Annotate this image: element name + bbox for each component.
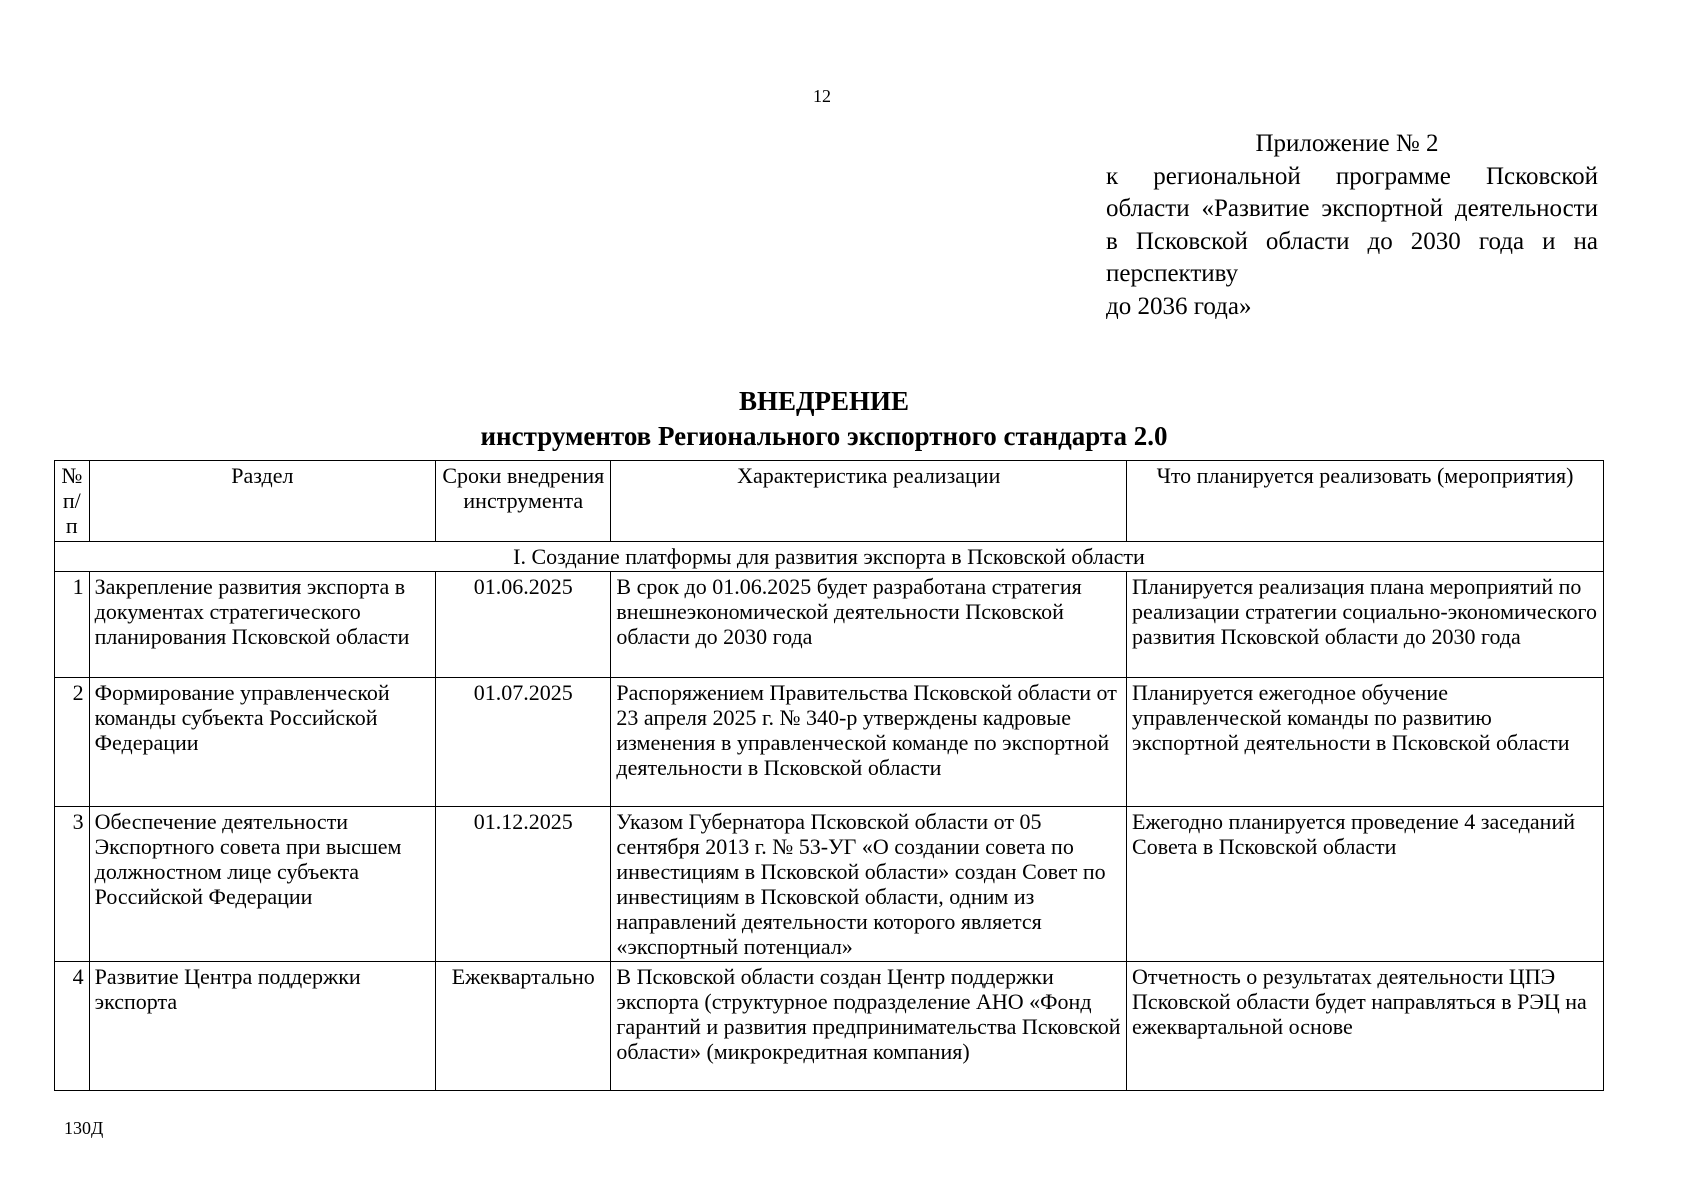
document-title xyxy=(54,384,1594,454)
row-term: 01.06.2025 xyxy=(436,572,611,678)
row-plan: Планируется ежегодное обучение управленческой команды по развитию экспортной деятельности в Псковской области xyxy=(1127,678,1604,807)
row-description: В Псковской области создан Центр поддержки экспорта (структурное подразделение АНО «Фонд гарантий и развития предпринимательства Псковской области» (микрокредитная компания) xyxy=(611,962,1127,1091)
section-heading: I. Создание платформы для развития экспорта в Псковской области xyxy=(55,542,1604,572)
page-number: 12 xyxy=(813,86,831,106)
header-num: № п/п xyxy=(55,461,90,542)
section-heading-row xyxy=(55,542,1604,572)
row-plan: Отчетность о результатах деятельности ЦПЭ Псковской области будет направляться в РЭЦ на ежеквартальной основе xyxy=(1127,962,1604,1091)
row-num: 3 xyxy=(55,807,90,962)
table-row xyxy=(55,807,1604,962)
appendix-block xyxy=(1106,128,1598,323)
table-header-row xyxy=(55,461,1604,542)
table-row xyxy=(55,962,1604,1091)
table-row xyxy=(55,678,1604,807)
row-description: Указом Губернатора Псковской области от 05 сентября 2013 г. № 53-УГ «О создании совета по инвестициям в Псковской области» создан Совет по инвестициям в Псковской области, одним из направлений деятельности которого является «экспортный потенциал» xyxy=(611,807,1127,962)
appendix-last-line: до 2036 года» xyxy=(1106,292,1252,320)
row-num: 1 xyxy=(55,572,90,678)
row-section: Формирование управленческой команды субъекта Российской Федерации xyxy=(89,678,435,807)
document-title-line-2: инструментов Регионального экспортного стандарта 2.0 xyxy=(480,421,1168,451)
row-plan: Ежегодно планируется проведение 4 заседаний Совета в Псковской области xyxy=(1127,807,1604,962)
row-section: Закрепление развития экспорта в документах стратегического планирования Псковской области xyxy=(89,572,435,678)
row-section: Обеспечение деятельности Экспортного совета при высшем должностном лице субъекта Российской Федерации xyxy=(89,807,435,962)
table-row xyxy=(55,572,1604,678)
row-plan: Планируется реализация плана мероприятий по реализации стратегии социально-экономического развития Псковской области до 2030 года xyxy=(1127,572,1604,678)
row-num: 2 xyxy=(55,678,90,807)
document-title-line-1: ВНЕДРЕНИЕ xyxy=(738,386,910,416)
row-term: Ежеквартально xyxy=(436,962,611,1091)
row-num: 4 xyxy=(55,962,90,1091)
header-term: Сроки внедрения инструмента xyxy=(436,461,611,542)
row-term: 01.07.2025 xyxy=(436,678,611,807)
footer-code: 130Д xyxy=(64,1118,104,1138)
header-plan: Что планируется реализовать (мероприятия) xyxy=(1127,461,1604,542)
row-description: В срок до 01.06.2025 будет разработана стратегия внешнеэкономической деятельности Псковской области до 2030 года xyxy=(611,572,1127,678)
header-section: Раздел xyxy=(89,461,435,542)
appendix-title: Приложение № 2 xyxy=(1255,130,1439,157)
row-term: 01.12.2025 xyxy=(436,807,611,962)
row-section: Развитие Центра поддержки экспорта xyxy=(89,962,435,1091)
row-description: Распоряжением Правительства Псковской области от 23 апреля 2025 г. № 340-р утверждены кадровые изменения в управленческой команде по экспортной деятельности в Псковской области xyxy=(611,678,1127,807)
header-description: Характеристика реализации xyxy=(611,461,1127,542)
appendix-body: к региональной программе Псковской области «Развитие экспортной деятельности в Псковской области до 2030 года и на перспективу xyxy=(1106,162,1598,287)
implementation-table xyxy=(54,460,1604,1091)
